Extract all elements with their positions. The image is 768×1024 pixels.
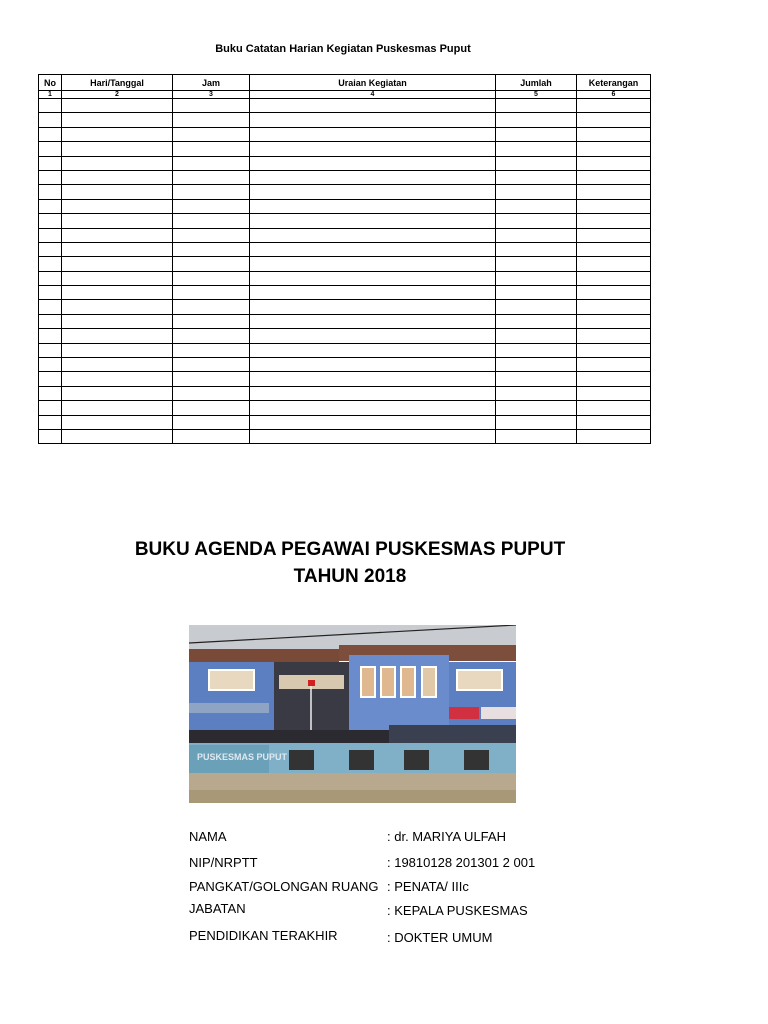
table-cell	[577, 170, 651, 184]
table-cell	[173, 199, 250, 213]
table-cell	[250, 127, 496, 141]
table-row	[39, 415, 651, 429]
table-cell	[250, 142, 496, 156]
agenda-title-line1: BUKU AGENDA PEGAWAI PUSKESMAS PUPUT	[134, 539, 566, 560]
table-cell	[250, 429, 496, 443]
table-cell	[39, 429, 62, 443]
table-cell	[496, 127, 577, 141]
header-time: Jam	[173, 75, 250, 91]
table-cell	[62, 358, 173, 372]
table-cell	[250, 300, 496, 314]
table-cell	[577, 386, 651, 400]
table-cell	[250, 372, 496, 386]
table-row	[39, 314, 651, 328]
table-row	[39, 142, 651, 156]
table-cell	[62, 286, 173, 300]
table-cell	[62, 142, 173, 156]
table-cell	[39, 401, 62, 415]
table-cell	[173, 343, 250, 357]
table-cell	[250, 185, 496, 199]
table-row	[39, 429, 651, 443]
table-cell	[250, 113, 496, 127]
table-row	[39, 170, 651, 184]
table-row	[39, 300, 651, 314]
table-cell	[250, 214, 496, 228]
table-cell	[39, 156, 62, 170]
table-cell	[62, 314, 173, 328]
table-cell	[250, 271, 496, 285]
activity-log-table	[38, 74, 651, 444]
table-row	[39, 329, 651, 343]
table-cell	[173, 300, 250, 314]
table-cell	[39, 185, 62, 199]
profile-value: : dr. MARIYA ULFAH	[387, 829, 506, 844]
table-cell	[250, 242, 496, 256]
table-cell	[39, 415, 62, 429]
table-cell	[250, 99, 496, 113]
table-cell	[173, 113, 250, 127]
table-cell	[496, 228, 577, 242]
table-cell	[577, 127, 651, 141]
table-cell	[496, 429, 577, 443]
table-cell	[62, 214, 173, 228]
table-cell	[250, 401, 496, 415]
profile-label: PENDIDIKAN TERAKHIR	[189, 928, 338, 943]
table-cell	[62, 113, 173, 127]
table-cell	[39, 242, 62, 256]
table-cell	[39, 314, 62, 328]
table-cell	[577, 415, 651, 429]
column-number: 1	[39, 91, 62, 99]
table-cell	[496, 358, 577, 372]
table-cell	[39, 386, 62, 400]
table-cell	[577, 343, 651, 357]
header-date: Hari/Tanggal	[62, 75, 173, 91]
table-row	[39, 228, 651, 242]
table-cell	[577, 329, 651, 343]
table-row	[39, 214, 651, 228]
table-cell	[496, 214, 577, 228]
table-cell	[250, 170, 496, 184]
table-cell	[250, 386, 496, 400]
table-cell	[577, 314, 651, 328]
table-cell	[173, 185, 250, 199]
table-row	[39, 127, 651, 141]
table-cell	[496, 113, 577, 127]
header-amount: Jumlah	[496, 75, 577, 91]
table-cell	[39, 329, 62, 343]
table-cell	[577, 142, 651, 156]
table-row	[39, 372, 651, 386]
table-cell	[577, 156, 651, 170]
table-cell	[62, 185, 173, 199]
table-cell	[496, 185, 577, 199]
profile-label: JABATAN	[189, 901, 246, 916]
table-cell	[173, 257, 250, 271]
table-cell	[39, 214, 62, 228]
table-cell	[62, 386, 173, 400]
table-cell	[577, 199, 651, 213]
table-cell	[496, 242, 577, 256]
table-row	[39, 286, 651, 300]
table-cell	[173, 214, 250, 228]
table-cell	[39, 271, 62, 285]
profile-label: NAMA	[189, 829, 227, 844]
table-cell	[39, 257, 62, 271]
table-cell	[39, 127, 62, 141]
table-cell	[62, 242, 173, 256]
table-cell	[62, 156, 173, 170]
table-cell	[577, 358, 651, 372]
table-cell	[496, 386, 577, 400]
table-cell	[39, 170, 62, 184]
puskesmas-building-photo	[189, 625, 516, 803]
table-row	[39, 358, 651, 372]
profile-value: : DOKTER UMUM	[387, 930, 493, 945]
table-cell	[496, 415, 577, 429]
table-cell	[39, 286, 62, 300]
table-cell	[577, 429, 651, 443]
table-cell	[250, 257, 496, 271]
profile-label: PANGKAT/GOLONGAN RUANG	[189, 879, 379, 894]
table-cell	[39, 358, 62, 372]
column-number-row	[39, 91, 651, 99]
table-cell	[496, 329, 577, 343]
agenda-title-line2: TAHUN 2018	[293, 566, 407, 587]
table-cell	[39, 300, 62, 314]
table-cell	[62, 429, 173, 443]
table-row	[39, 185, 651, 199]
table-cell	[62, 170, 173, 184]
table-cell	[39, 99, 62, 113]
table-cell	[173, 271, 250, 285]
table-cell	[173, 314, 250, 328]
building-sign-text: PUSKESMAS PUPUT	[197, 752, 288, 762]
profile-value: : 19810128 201301 2 001	[387, 855, 536, 870]
table-cell	[496, 300, 577, 314]
table-cell	[173, 386, 250, 400]
header-description: Uraian Kegiatan	[250, 75, 496, 91]
table-cell	[173, 142, 250, 156]
table-cell	[62, 228, 173, 242]
table-cell	[496, 286, 577, 300]
table-cell	[250, 358, 496, 372]
profile-value: : KEPALA PUSKESMAS	[387, 903, 528, 918]
column-number: 5	[496, 91, 577, 99]
table-cell	[173, 127, 250, 141]
header-no: No	[39, 75, 62, 91]
table-cell	[250, 329, 496, 343]
table-cell	[62, 372, 173, 386]
table-cell	[577, 99, 651, 113]
profile-label: NIP/NRPTT	[189, 855, 258, 870]
table-cell	[577, 228, 651, 242]
table-cell	[496, 142, 577, 156]
table-cell	[250, 286, 496, 300]
table-cell	[39, 228, 62, 242]
table-cell	[496, 271, 577, 285]
log-title: Buku Catatan Harian Kegiatan Puskesmas Puput	[215, 43, 471, 55]
table-cell	[39, 113, 62, 127]
table-row	[39, 343, 651, 357]
table-cell	[39, 372, 62, 386]
profile-value: : PENATA/ IIIc	[387, 879, 469, 894]
table-cell	[496, 372, 577, 386]
table-cell	[496, 257, 577, 271]
table-cell	[496, 99, 577, 113]
header-notes: Keterangan	[577, 75, 651, 91]
table-row	[39, 386, 651, 400]
table-cell	[250, 156, 496, 170]
agenda-title	[100, 536, 600, 590]
column-number: 6	[577, 91, 651, 99]
table-cell	[577, 185, 651, 199]
table-cell	[173, 329, 250, 343]
table-cell	[62, 343, 173, 357]
table-cell	[173, 170, 250, 184]
table-cell	[62, 329, 173, 343]
column-number: 2	[62, 91, 173, 99]
table-cell	[62, 271, 173, 285]
table-cell	[250, 314, 496, 328]
table-row	[39, 156, 651, 170]
table-cell	[173, 99, 250, 113]
table-cell	[62, 257, 173, 271]
table-cell	[39, 343, 62, 357]
table-row	[39, 257, 651, 271]
table-cell	[577, 113, 651, 127]
table-cell	[250, 415, 496, 429]
table-header-row	[39, 75, 651, 91]
table-cell	[62, 415, 173, 429]
table-cell	[39, 199, 62, 213]
table-cell	[577, 257, 651, 271]
table-cell	[250, 343, 496, 357]
table-cell	[62, 401, 173, 415]
table-cell	[496, 314, 577, 328]
table-cell	[577, 401, 651, 415]
table-cell	[577, 300, 651, 314]
table-cell	[577, 372, 651, 386]
table-cell	[62, 199, 173, 213]
column-number: 4	[250, 91, 496, 99]
table-cell	[39, 142, 62, 156]
table-cell	[496, 401, 577, 415]
table-cell	[173, 156, 250, 170]
table-row	[39, 99, 651, 113]
table-cell	[62, 127, 173, 141]
table-row	[39, 242, 651, 256]
table-cell	[496, 343, 577, 357]
column-number: 3	[173, 91, 250, 99]
table-cell	[173, 429, 250, 443]
table-cell	[62, 99, 173, 113]
table-cell	[250, 228, 496, 242]
table-cell	[577, 271, 651, 285]
table-cell	[173, 286, 250, 300]
table-row	[39, 199, 651, 213]
table-cell	[173, 401, 250, 415]
table-cell	[173, 415, 250, 429]
table-cell	[496, 170, 577, 184]
table-cell	[173, 358, 250, 372]
table-row	[39, 401, 651, 415]
table-cell	[496, 156, 577, 170]
table-cell	[577, 286, 651, 300]
table-cell	[173, 242, 250, 256]
table-cell	[62, 300, 173, 314]
table-row	[39, 113, 651, 127]
table-cell	[577, 242, 651, 256]
table-cell	[250, 199, 496, 213]
table-cell	[173, 372, 250, 386]
table-cell	[577, 214, 651, 228]
table-row	[39, 271, 651, 285]
table-cell	[496, 199, 577, 213]
table-cell	[173, 228, 250, 242]
